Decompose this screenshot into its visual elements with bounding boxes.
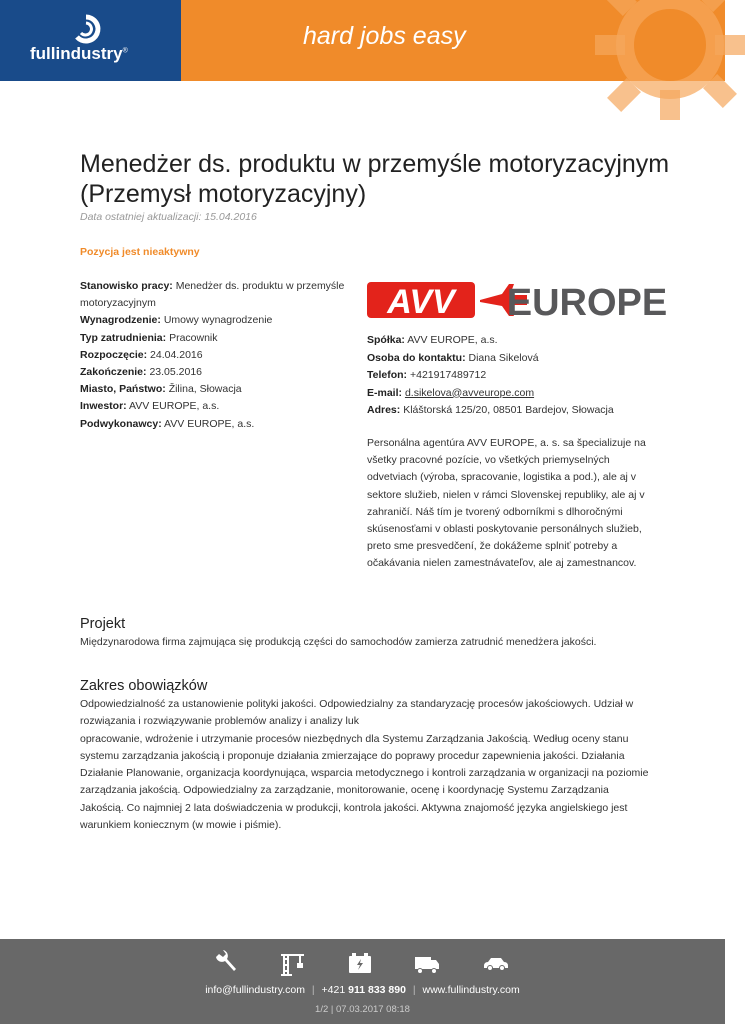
logo-block xyxy=(0,0,181,81)
status-badge: Pozycja jest nieaktywny xyxy=(80,246,200,258)
detail-position: Stanowisko pracy: Menedżer ds. produktu w przemyśle motoryzacyjnym xyxy=(80,280,345,310)
company-contact xyxy=(367,332,667,420)
email-link[interactable]: d.sikelova@avveurope.com xyxy=(404,386,535,399)
contact-email: E-mail: d.sikelova@avveurope.com xyxy=(367,386,535,399)
footer-phone-prefix: +421 xyxy=(321,984,346,996)
footer-email[interactable]: info@fullindustry.com xyxy=(205,984,305,996)
detail-location: Miasto, Państwo: Žilina, Słowacja xyxy=(80,383,242,396)
page-footer xyxy=(0,939,725,1024)
detail-investor: Inwestor: AVV EUROPE, a.s. xyxy=(80,400,220,413)
page-number: 1/2 xyxy=(315,1004,329,1015)
detail-start: Rozpoczęcie: 24.04.2016 xyxy=(80,348,203,361)
page-header xyxy=(0,0,725,81)
brand-logo[interactable]: fullindustry® xyxy=(30,44,128,63)
contact-phone: Telefon: +421917489712 xyxy=(367,369,487,381)
project-text: Międzynarodowa firma zajmująca się produkcją części do samochodów zamierza zatrudnić menedżera jakości. xyxy=(80,636,597,648)
footer-icons xyxy=(212,949,512,979)
contact-person: Osoba do kontaktu: Diana Sikelová xyxy=(367,351,539,364)
footer-website[interactable]: www.fullindustry.com xyxy=(422,984,520,996)
detail-end: Zakończenie: 23.05.2016 xyxy=(80,366,203,379)
battery-icon xyxy=(346,949,374,977)
tagline: hard jobs easy xyxy=(303,22,466,50)
contact-address: Adres: Kláštorská 125/20, 08501 Bardejov, Słowacja xyxy=(367,404,614,416)
crane-icon xyxy=(278,949,306,977)
detail-salary: Wynagrodzenie: Umowy wynagrodzenie xyxy=(80,314,273,327)
footer-contact: info@fullindustry.com | +421 911 833 890 | www.fullindustry.com xyxy=(205,984,520,996)
car-icon xyxy=(482,949,510,977)
duties-text: Odpowiedzialność za ustanowienie polityki jakości. Odpowiedzialny za standaryzację procesów jakościowych. Udział w rozwiązania i rozwiązywanie problemów analizy i analizy luk opracowanie, wdrożenie i utrzymanie procesów niezbędnych dla Systemu Zarządzania Jakością. Według oceny stanu systemu zarządzania jakością i proponuje działania zmierzające do poprawy procedur zapewnienia jakości. Działania Działanie Planowanie, organizacja koordynująca, wsparcia metodycznego i kontroli zarządzania w organizacji na poziomie zarządzania jakością. Odpowiedzialny za zarządzanie, monitorowanie, ocenę i koordynację Systemu Zarządzania Jakością. Co najmniej 2 lata doświadczenia w produkcji, kontrola jakości. Aktywna znajomość języka angielskiego jest warunkiem koniecznym (w mowie i piśmie). xyxy=(80,698,649,832)
fullindustry-logo-mark-icon xyxy=(71,14,101,44)
tagline-block xyxy=(181,0,725,81)
page-title: Menedżer ds. produktu w przemyśle motoryzacyjnym (Przemysł motoryzacyjny) xyxy=(80,150,670,208)
project-heading: Projekt xyxy=(80,616,126,632)
svg-text:AVV: AVV xyxy=(387,283,455,321)
last-updated: Data ostatniej aktualizacji: 15.04.2016 xyxy=(80,211,257,223)
job-details xyxy=(80,278,355,433)
wrench-icon xyxy=(212,949,240,977)
svg-text:EUROPE: EUROPE xyxy=(506,282,668,324)
truck-icon xyxy=(413,949,441,977)
company-about: Personálna agentúra AVV EUROPE, a. s. sa špecializuje na všetky pracovné pozície, vo všetkých priemyselných odvetviach (výroba, spracovanie, logistika a pod.), ale aj v sektore služieb, nielen v rámci Slovenskej republiky, ale aj v zahraničí. Náš tím je tvorený odborníkmi s dlhoročnými skúsenosťami v oblasti poskytovanie personálnych služieb, preto sme presvedčení, že dokážeme splniť potreby a očakávania nielen zamestnávateľov, ale aj zamestnancov. xyxy=(367,437,646,570)
footer-page-info: 1/2 | 07.03.2017 08:18 xyxy=(315,1004,410,1015)
detail-employment-type: Typ zatrudnienia: Pracownik xyxy=(80,331,218,344)
duties-heading: Zakres obowiązków xyxy=(80,678,208,694)
detail-subcontractor: Podwykonawcy: AVV EUROPE, a.s. xyxy=(80,417,255,430)
footer-phone[interactable]: 911 833 890 xyxy=(348,984,406,996)
print-timestamp: 07.03.2017 08:18 xyxy=(336,1004,410,1015)
contact-company: Spółka: AVV EUROPE, a.s. xyxy=(367,334,498,346)
gear-icon xyxy=(585,0,755,130)
company-logo xyxy=(367,280,668,324)
